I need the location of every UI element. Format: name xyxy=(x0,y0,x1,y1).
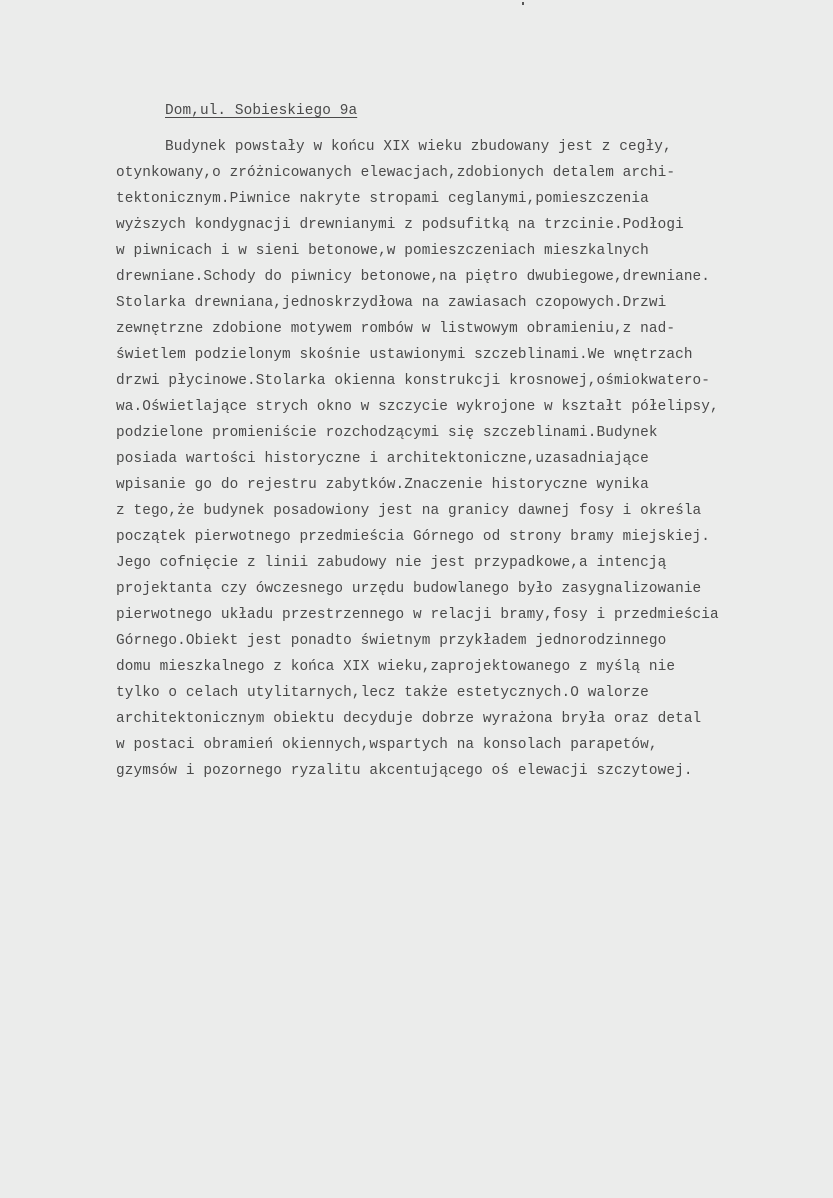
text-line-4: wyższych kondygnacji drewnianymi z podsufitką na trzcinie.Podłogi xyxy=(116,217,684,233)
text-line-22: tylko o celach utylitarnych,lecz także estetycznych.O walorze xyxy=(116,685,649,701)
text-line-17: Jego cofnięcie z linii zabudowy nie jest przypadkowe,a intencją xyxy=(116,555,667,571)
text-line-16: początek pierwotnego przedmieścia Górnego od strony bramy miejskiej. xyxy=(116,529,711,545)
document-body xyxy=(116,98,828,784)
text-line-1: Budynek powstały w końcu XIX wieku zbudowany jest z cegły, xyxy=(165,139,672,155)
text-line-18: projektanta czy ówczesnego urzędu budowlanego było zasygnalizowanie xyxy=(116,581,702,597)
text-line-9: świetlem podzielonym skośnie ustawionymi szczeblinami.We wnętrzach xyxy=(116,347,693,363)
text-line-10: drzwi płycinowe.Stolarka okienna konstrukcji krosnowej,ośmiokwatero- xyxy=(116,373,711,389)
text-line-8: zewnętrzne zdobione motywem rombów w listwowym obramieniu,z nad- xyxy=(116,321,676,337)
text-line-19: pierwotnego układu przestrzennego w relacji bramy,fosy i przedmieścia xyxy=(116,607,719,623)
text-line-20: Górnego.Obiekt jest ponadto świetnym przykładem jednorodzinnego xyxy=(116,633,667,649)
text-line-2: otynkowany,o zróżnicowanych elewacjach,zdobionych detalem archi- xyxy=(116,165,676,181)
text-line-13: posiada wartości historyczne i architektoniczne,uzasadniające xyxy=(116,451,649,467)
text-line-25: gzymsów i pozornego ryzalitu akcentującego oś elewacji szczytowej. xyxy=(116,763,693,779)
text-line-23: architektonicznym obiektu decyduje dobrze wyrażona bryła oraz detal xyxy=(116,711,702,727)
scan-mark xyxy=(522,2,524,5)
text-line-12: podzielone promieniście rozchodzącymi się szczeblinami.Budynek xyxy=(116,425,658,441)
text-line-15: z tego,że budynek posadowiony jest na granicy dawnej fosy i określa xyxy=(116,503,702,519)
text-line-5: w piwnicach i w sieni betonowe,w pomieszczeniach mieszkalnych xyxy=(116,243,649,259)
text-line-6: drewniane.Schody do piwnicy betonowe,na piętro dwubiegowe,drewniane. xyxy=(116,269,711,285)
text-line-3: tektonicznym.Piwnice nakryte stropami ceglanymi,pomieszczenia xyxy=(116,191,649,207)
text-line-14: wpisanie go do rejestru zabytków.Znaczenie historyczne wynika xyxy=(116,477,649,493)
text-line-11: wa.Oświetlające strych okno w szczycie wykrojone w kształt półelipsy, xyxy=(116,399,719,415)
document-heading: Dom,ul. Sobieskiego 9a xyxy=(165,103,358,119)
text-line-21: domu mieszkalnego z końca XIX wieku,zaprojektowanego z myślą nie xyxy=(116,659,676,675)
text-line-7: Stolarka drewniana,jednoskrzydłowa na zawiasach czopowych.Drzwi xyxy=(116,295,667,311)
text-line-24: w postaci obramień okiennych,wspartych na konsolach parapetów, xyxy=(116,737,658,753)
